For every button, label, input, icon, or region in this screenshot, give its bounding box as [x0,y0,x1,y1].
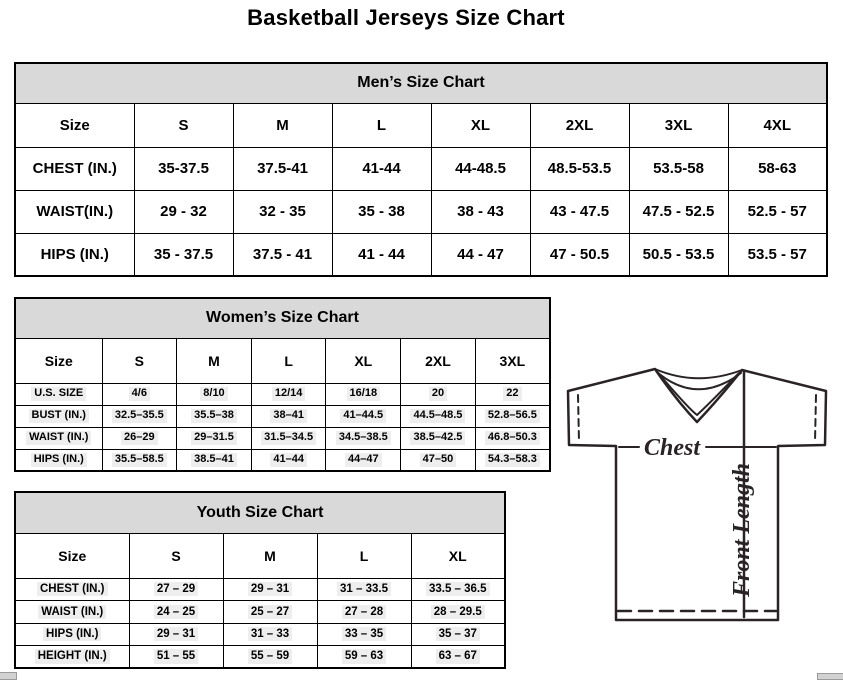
youth-size-value-cell [223,646,317,669]
row-label-text: HEIGHT (IN.) [35,649,110,663]
womens-size-value-cell [475,427,550,449]
size-value-text: 63 – 67 [436,649,480,663]
youth-size-value-cell [317,623,411,646]
womens-row-label [15,383,102,405]
womens-row-label [15,449,102,471]
mens-size-value-cell: 41 - 44 [332,233,431,276]
size-value-text: 41–44.5 [340,409,386,423]
womens-table-row [15,383,550,405]
youth-size-value-cell [411,646,505,669]
page-title: Basketball Jerseys Size Chart [247,5,565,30]
mens-size-value-cell: 50.5 - 53.5 [629,233,728,276]
youth-size-value-cell [411,601,505,624]
left-sleeve-stitch-dashes [578,395,579,442]
row-label-text: WAIST (IN.) [38,605,106,619]
size-value-text: 4/6 [129,387,150,401]
womens-column-header-s: S [102,338,177,383]
size-value-text: 29 – 31 [154,627,198,641]
mens-table-row [15,190,827,233]
womens-size-value-cell [326,383,401,405]
mens-size-value-cell: 53.5 - 57 [728,233,827,276]
youth-size-value-cell [223,578,317,601]
size-value-text: 41–44 [270,453,307,467]
youth-row-label [15,623,129,646]
youth-column-header-m: M [223,533,317,578]
size-value-text: 32.5–35.5 [112,409,167,423]
mens-size-value-cell: 35 - 38 [332,190,431,233]
womens-row-label [15,405,102,427]
size-value-text: 44–47 [345,453,382,467]
womens-size-value-cell [326,405,401,427]
womens-size-value-cell [401,405,476,427]
size-value-text: 16/18 [347,387,381,401]
womens-size-value-cell [102,449,177,471]
womens-table-row [15,427,550,449]
mens-size-table [14,62,828,277]
collar-arc-outer [655,369,742,378]
chest-label: Chest [643,435,701,461]
womens-size-value-cell [475,449,550,471]
mens-size-value-cell: 53.5-58 [629,147,728,190]
youth-size-value-cell [317,578,411,601]
womens-size-value-cell [401,449,476,471]
mens-size-value-cell: 44 - 47 [431,233,530,276]
jersey-measurement-diagram [558,360,838,624]
womens-column-header-3xl: 3XL [475,338,550,383]
youth-row-label [15,601,129,624]
size-value-text: 28 – 29.5 [431,605,485,619]
row-label-text: HIPS (IN.) [43,627,101,641]
womens-size-value-cell [102,383,177,405]
youth-size-value-cell [129,601,223,624]
size-value-text: 31 – 33 [248,627,292,641]
youth-table-row [15,601,505,624]
youth-column-header-l: L [317,533,411,578]
front-length-label: Front Length [729,462,755,598]
mens-size-value-cell: 35-37.5 [134,147,233,190]
youth-size-table [14,491,506,669]
size-value-text: 33 – 35 [342,627,386,641]
youth-size-chart-section [14,491,506,669]
mens-row-label: WAIST(IN.) [15,190,134,233]
size-value-text: 55 – 59 [248,649,292,663]
size-value-text: 25 – 27 [248,605,292,619]
womens-column-header-l: L [251,338,326,383]
youth-table-row [15,646,505,669]
womens-size-table [14,297,551,472]
womens-table-title: Women’s Size Chart [15,298,550,338]
size-value-text: 27 – 28 [342,605,386,619]
youth-row-label [15,646,129,669]
mens-size-value-cell: 52.5 - 57 [728,190,827,233]
size-value-text: 52.8–56.5 [485,409,540,423]
mens-column-header-4xl: 4XL [728,103,827,147]
mens-size-value-cell: 58-63 [728,147,827,190]
womens-size-value-cell [401,383,476,405]
youth-size-value-cell [223,623,317,646]
mens-column-header-xl: XL [431,103,530,147]
size-value-text: 54.3–58.3 [485,453,540,467]
mens-size-value-cell: 37.5-41 [233,147,332,190]
womens-size-value-cell [251,427,326,449]
jersey-outline-drawing [558,360,838,624]
size-value-text: 46.8–50.3 [485,431,540,445]
youth-column-header-xl: XL [411,533,505,578]
size-value-text: 35.5–58.5 [112,453,167,467]
womens-size-header: Size [15,338,102,383]
womens-size-value-cell [177,449,252,471]
size-value-text: 26–29 [121,431,158,445]
youth-size-value-cell [317,601,411,624]
womens-size-value-cell [177,383,252,405]
size-value-text: 44.5–48.5 [410,409,465,423]
mens-size-value-cell: 32 - 35 [233,190,332,233]
mens-column-header-l: L [332,103,431,147]
size-value-text: 59 – 63 [342,649,386,663]
youth-table-row [15,623,505,646]
youth-size-value-cell [411,578,505,601]
size-value-text: 34.5–38.5 [336,431,391,445]
womens-column-header-2xl: 2XL [401,338,476,383]
mens-column-header-3xl: 3XL [629,103,728,147]
mens-size-value-cell: 41-44 [332,147,431,190]
mens-row-label: CHEST (IN.) [15,147,134,190]
size-value-text: 24 – 25 [154,605,198,619]
womens-size-value-cell [102,427,177,449]
youth-column-header-s: S [129,533,223,578]
youth-table-title: Youth Size Chart [15,492,505,533]
youth-size-value-cell [129,623,223,646]
jersey-body-outline [568,369,826,620]
womens-size-value-cell [177,405,252,427]
womens-size-chart-section [14,297,551,472]
mens-size-chart-section [14,62,828,277]
mens-size-value-cell: 29 - 32 [134,190,233,233]
size-value-text: 12/14 [272,387,306,401]
womens-size-value-cell [177,427,252,449]
womens-column-header-m: M [177,338,252,383]
size-value-text: 35 – 37 [436,627,480,641]
row-label-text: WAIST (IN.) [26,431,91,445]
mens-size-value-cell: 38 - 43 [431,190,530,233]
size-value-text: 22 [503,387,521,401]
mens-size-value-cell: 35 - 37.5 [134,233,233,276]
mens-size-header: Size [15,103,134,147]
womens-size-value-cell [475,405,550,427]
size-value-text: 29–31.5 [191,431,237,445]
size-value-text: 47–50 [420,453,457,467]
mens-row-label: HIPS (IN.) [15,233,134,276]
right-sleeve-stitch-dashes [815,395,816,442]
mens-column-header-s: S [134,103,233,147]
mens-size-value-cell: 48.5-53.5 [530,147,629,190]
size-value-text: 20 [429,387,447,401]
womens-column-header-xl: XL [326,338,401,383]
row-label-text: HIPS (IN.) [31,453,87,467]
row-label-text: BUST (IN.) [29,409,89,423]
womens-size-value-cell [251,383,326,405]
youth-table-row [15,578,505,601]
size-value-text: 8/10 [200,387,227,401]
womens-size-value-cell [251,449,326,471]
size-value-text: 29 – 31 [248,582,292,596]
row-label-text: CHEST (IN.) [37,582,108,596]
size-value-text: 31 – 33.5 [337,582,391,596]
youth-size-value-cell [411,623,505,646]
mens-table-row [15,147,827,190]
size-value-text: 51 – 55 [154,649,198,663]
mens-column-header-m: M [233,103,332,147]
size-value-text: 38–41 [270,409,307,423]
size-value-text: 31.5–34.5 [261,431,316,445]
youth-size-value-cell [129,578,223,601]
mens-size-value-cell: 43 - 47.5 [530,190,629,233]
mens-size-value-cell: 47.5 - 52.5 [629,190,728,233]
mens-table-row [15,233,827,276]
row-label-text: U.S. SIZE [31,387,86,401]
womens-size-value-cell [475,383,550,405]
womens-size-value-cell [401,427,476,449]
size-value-text: 38.5–41 [191,453,237,467]
womens-size-value-cell [251,405,326,427]
size-value-text: 38.5–42.5 [410,431,465,445]
size-value-text: 33.5 – 36.5 [426,582,490,596]
size-value-text: 27 – 29 [154,582,198,596]
mens-size-value-cell: 47 - 50.5 [530,233,629,276]
womens-row-label [15,427,102,449]
womens-size-value-cell [326,449,401,471]
mens-table-title: Men’s Size Chart [15,63,827,103]
womens-table-row [15,405,550,427]
mens-column-header-2xl: 2XL [530,103,629,147]
size-value-text: 35.5–38 [191,409,237,423]
mens-size-value-cell: 37.5 - 41 [233,233,332,276]
womens-size-value-cell [326,427,401,449]
youth-size-value-cell [129,646,223,669]
youth-row-label [15,578,129,601]
womens-size-value-cell [102,405,177,427]
youth-size-value-cell [317,646,411,669]
mens-size-value-cell: 44-48.5 [431,147,530,190]
youth-size-value-cell [223,601,317,624]
womens-table-row [15,449,550,471]
youth-size-header: Size [15,533,129,578]
